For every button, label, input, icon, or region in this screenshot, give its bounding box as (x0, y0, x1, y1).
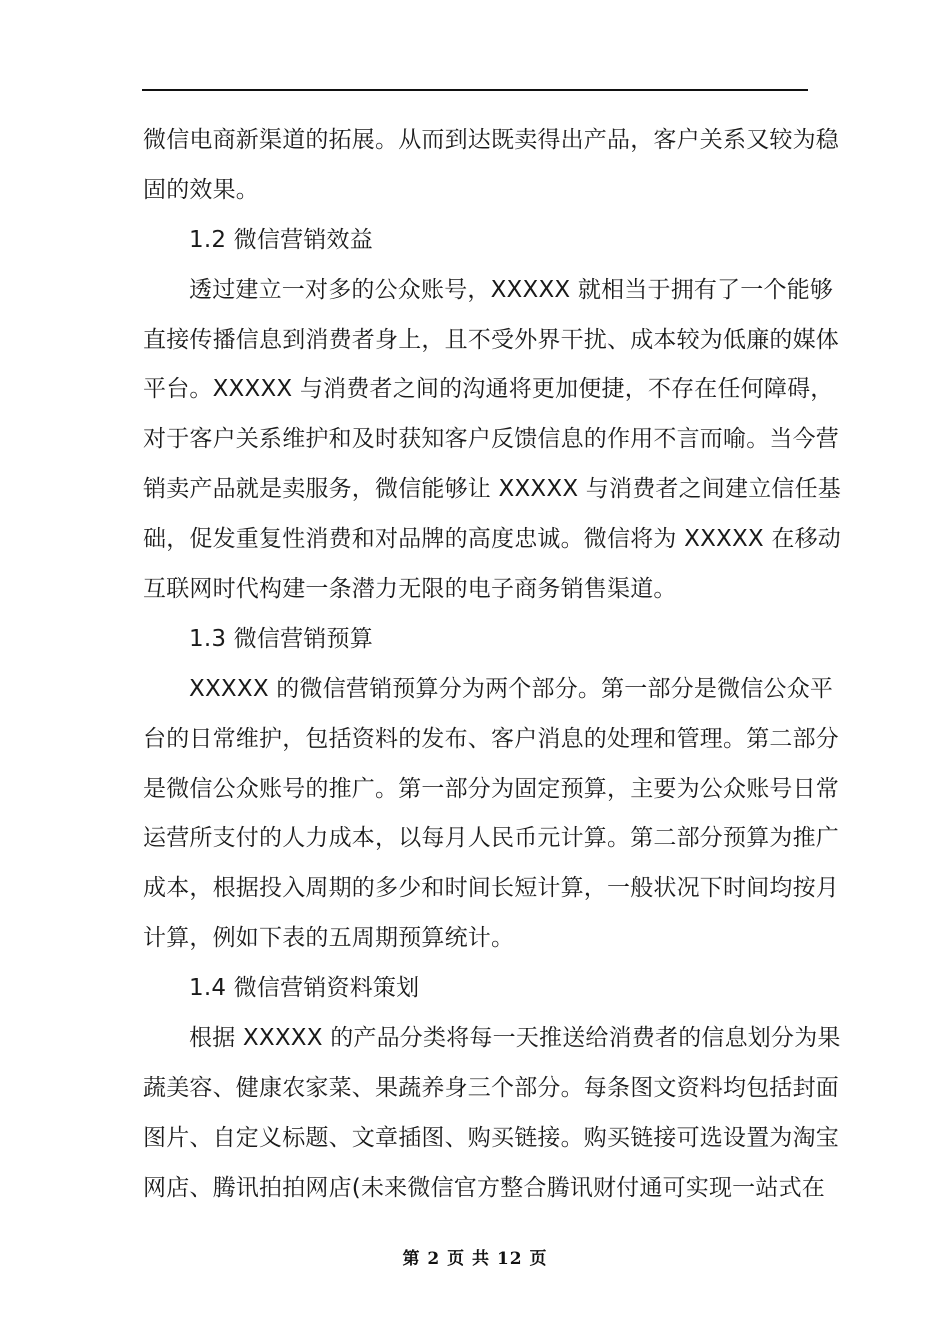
paragraph-line: 台的日常维护，包括资料的发布、客户消息的处理和管理。第二部分 (143, 725, 839, 752)
page-number-footer: 第 2 页 共 12 页 (402, 1249, 548, 1269)
paragraph-line: 蔬美容、健康农家菜、果蔬养身三个部分。每条图文资料均包括封面 (143, 1074, 839, 1101)
paragraph-line: 透过建立一对多的公众账号，XXXXX 就相当于拥有了一个能够 (189, 276, 834, 303)
paragraph-line: 运营所支付的人力成本，以每月人民币元计算。第二部分预算为推广 (143, 825, 839, 852)
paragraph-line: 成本，根据投入周期的多少和时间长短计算，一般状况下时间均按月 (143, 875, 839, 902)
paragraph-line: 互联网时代构建一条潜力无限的电子商务销售渠道。 (143, 576, 677, 603)
paragraph-line: 对于客户关系维护和及时获知客户反馈信息的作用不言而喻。当今营 (143, 426, 839, 453)
paragraph-line: 础，促发重复性消费和对品牌的高度忠诚。微信将为 XXXXX 在移动 (143, 526, 842, 553)
paragraph-line: 计算，例如下表的五周期预算统计。 (143, 925, 515, 952)
paragraph-line: XXXXX 的微信营销预算分为两个部分。第一部分是微信公众平 (189, 675, 834, 702)
document-body (143, 116, 842, 1214)
paragraph-line: 直接传播信息到消费者身上，且不受外界干扰、成本较为低廉的媒体 (143, 326, 839, 353)
section-heading: 1.2 微信营销效益 (189, 226, 373, 253)
paragraph-line: 销卖产品就是卖服务，微信能够让 XXXXX 与消费者之间建立信任基 (143, 476, 842, 503)
paragraph-line: 是微信公众账号的推广。第一部分为固定预算，主要为公众账号日常 (143, 775, 839, 802)
header-rule (142, 89, 808, 91)
paragraph-line: 根据 XXXXX 的产品分类将每一天推送给消费者的信息划分为果 (189, 1025, 841, 1052)
paragraph-line: 固的效果。 (143, 176, 259, 203)
paragraph-line: 图片、自定义标题、文章插图、购买链接。购买链接可选设置为淘宝 (143, 1124, 839, 1151)
section-heading: 1.4 微信营销资料策划 (189, 975, 420, 1002)
section-heading: 1.3 微信营销预算 (189, 625, 373, 652)
paragraph-line: 平台。XXXXX 与消费者之间的沟通将更加便捷，不存在任何障碍， (143, 376, 834, 403)
paragraph-line: 网店、腾讯拍拍网店(未来微信官方整合腾讯财付通可实现一站式在 (143, 1174, 825, 1201)
paragraph-line: 微信电商新渠道的拓展。从而到达既卖得出产品，客户关系又较为稳 (143, 127, 839, 153)
